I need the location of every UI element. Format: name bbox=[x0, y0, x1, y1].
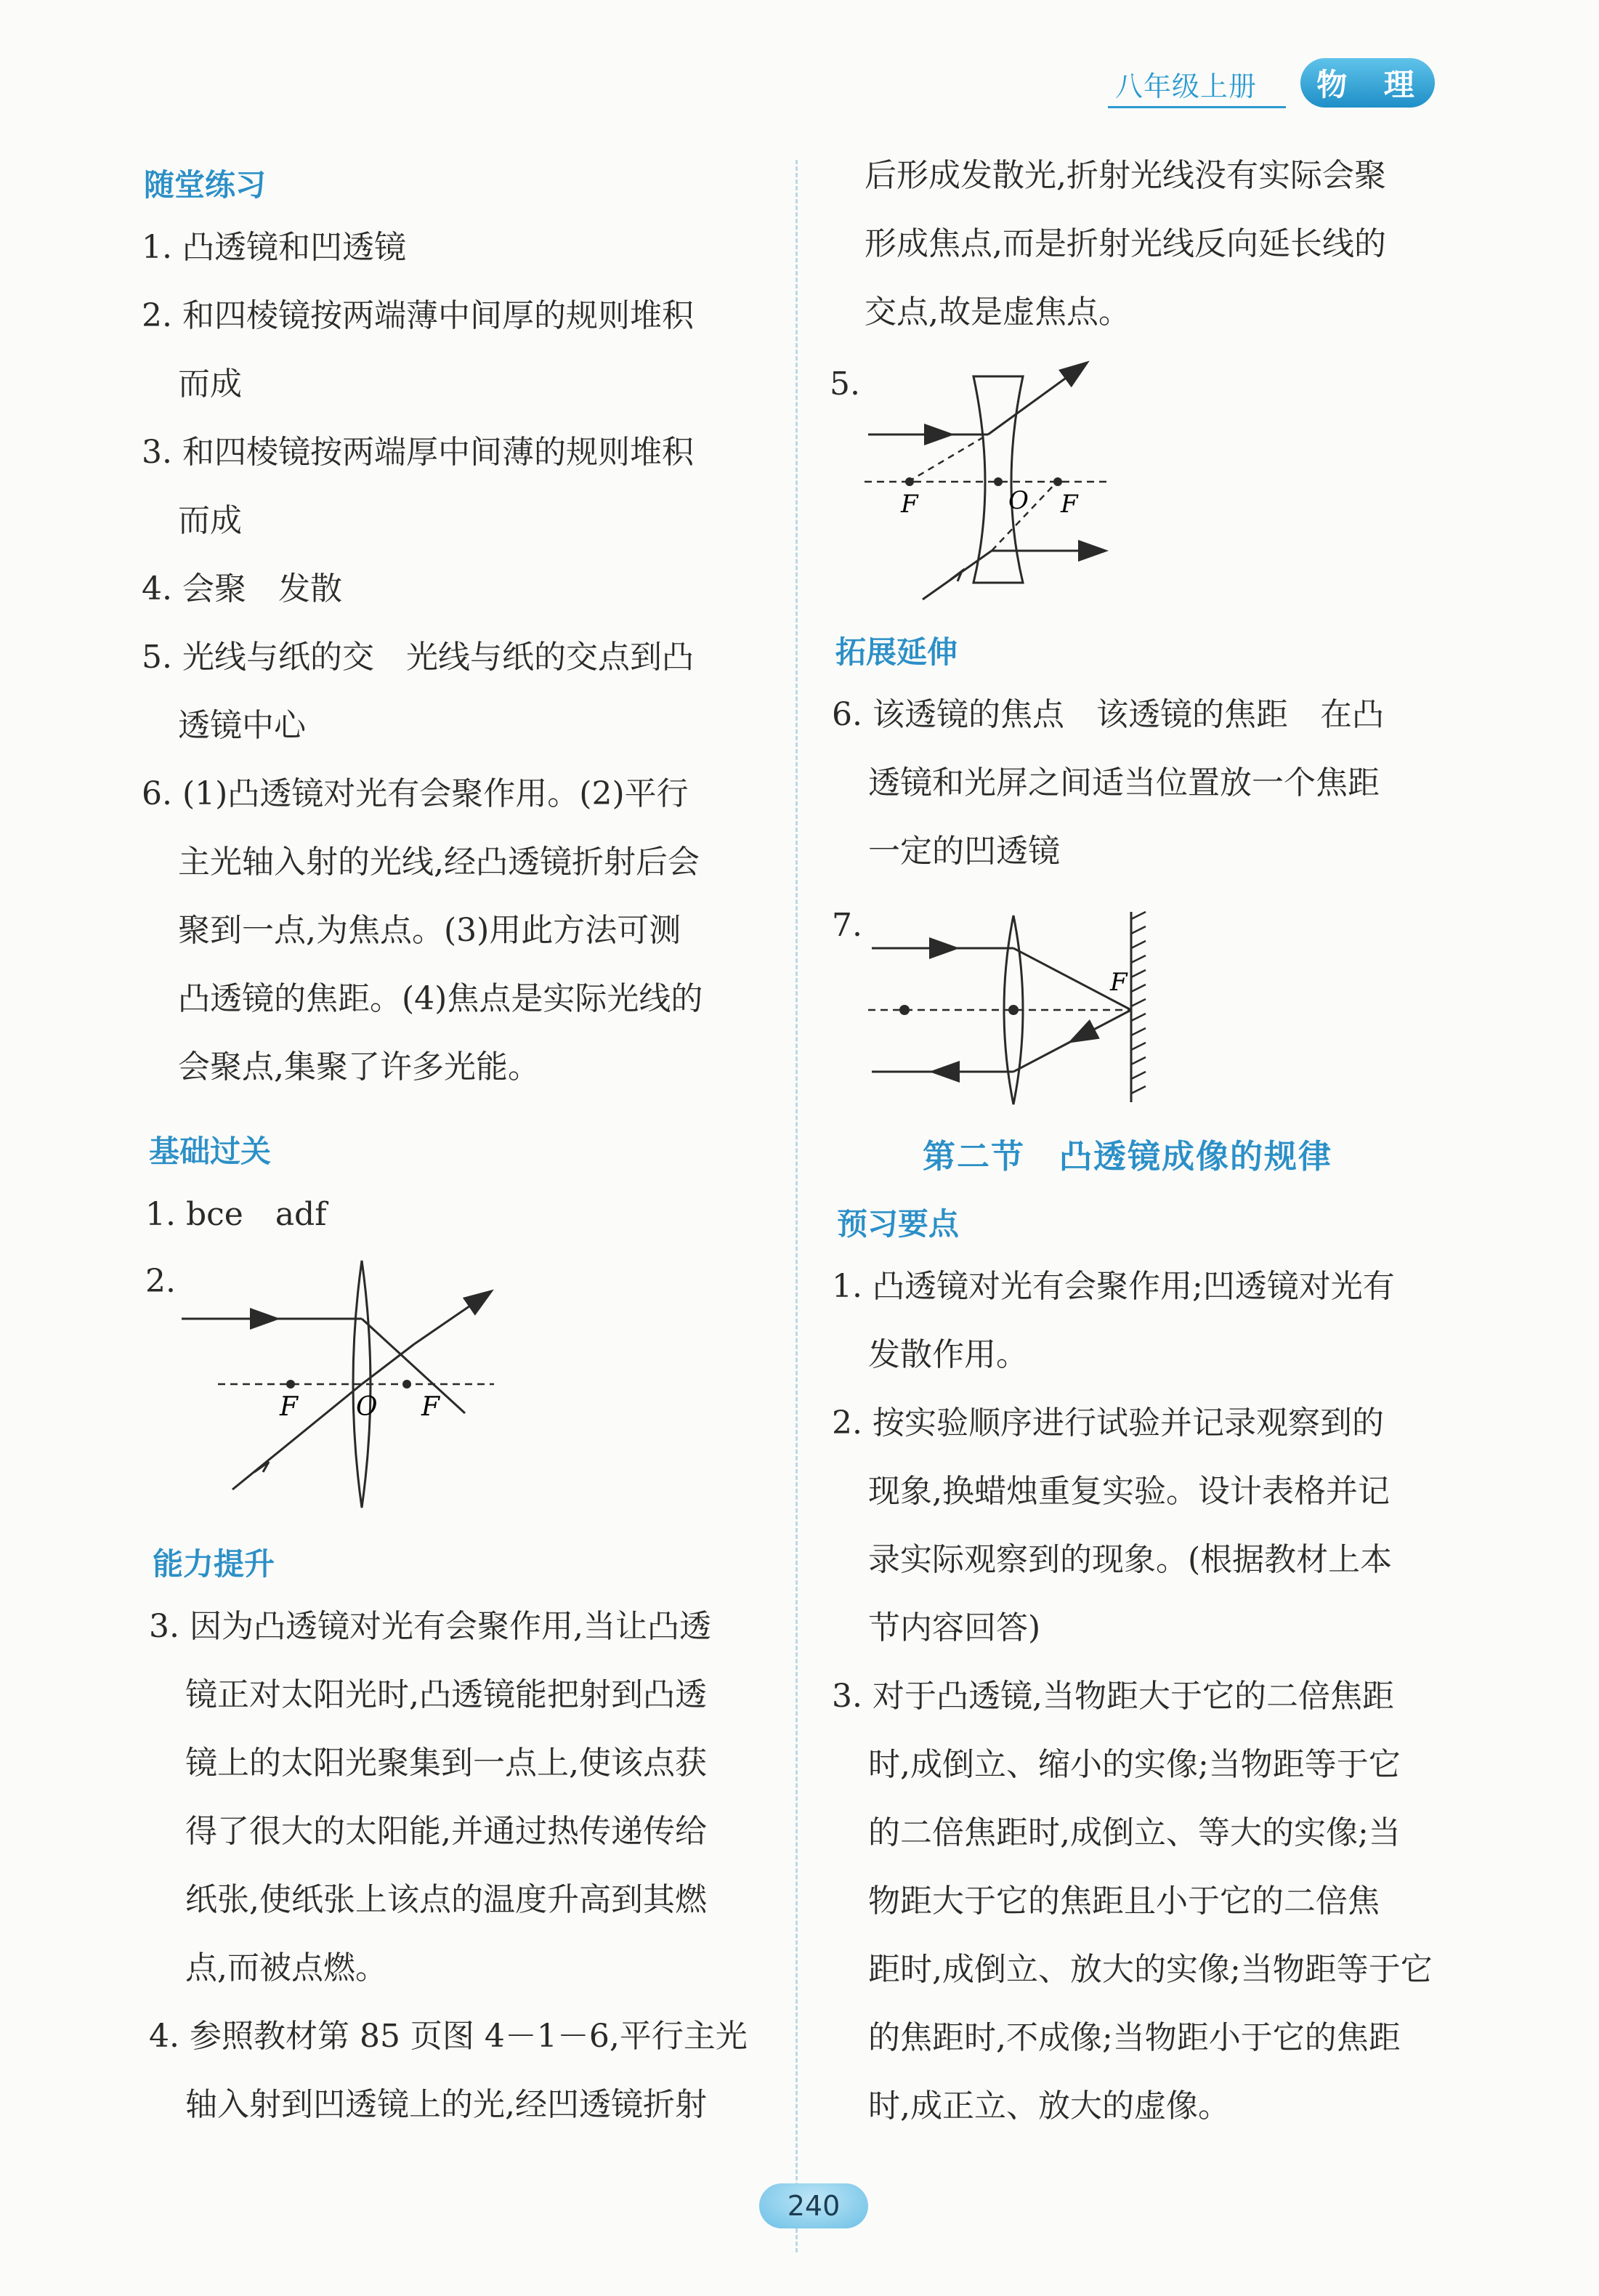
focus-label: F bbox=[1110, 968, 1128, 997]
answer-line: 交点,故是虚焦点。 bbox=[865, 294, 1130, 331]
heading-extension: 拓展延伸 bbox=[835, 634, 958, 670]
optical-center-label: O bbox=[1008, 486, 1029, 515]
answer-line: 1. 凸透镜对光有会聚作用;凹透镜对光有 bbox=[832, 1268, 1395, 1305]
answer-line: 7. bbox=[832, 907, 862, 944]
grade-label: 八年级上册 bbox=[1115, 70, 1258, 102]
focus-label: F bbox=[1061, 490, 1078, 519]
optical-center bbox=[1008, 1005, 1019, 1015]
convex-lens-diagram bbox=[174, 1257, 509, 1519]
answer-line: 节内容回答) bbox=[868, 1609, 1041, 1646]
answer-line: 主光轴入射的光线,经凸透镜折射后会 bbox=[178, 844, 700, 881]
focus-label: F bbox=[901, 490, 918, 519]
concave-lens-diagram bbox=[865, 363, 1133, 610]
answer-line: 距时,成倒立、放大的实像;当物距等于它 bbox=[868, 1951, 1433, 1988]
focal-point bbox=[905, 477, 914, 486]
answer-line: 现象,换蜡烛重复实验。设计表格并记 bbox=[868, 1473, 1390, 1510]
answer-line: 3. 因为凸透镜对光有会聚作用,当让凸透 bbox=[149, 1608, 711, 1645]
focus-label: F bbox=[421, 1392, 440, 1422]
answer-line: 形成焦点,而是折射光线反向延长线的 bbox=[865, 225, 1386, 262]
point-marker bbox=[899, 1005, 910, 1015]
heading-practice: 随堂练习 bbox=[144, 167, 267, 203]
focal-point bbox=[286, 1380, 295, 1388]
answer-line: 一定的凹透镜 bbox=[868, 833, 1060, 870]
focus-label: F bbox=[280, 1392, 298, 1422]
answer-line: 时,成倒立、缩小的实像;当物距等于它 bbox=[868, 1746, 1401, 1783]
answer-line: 凸透镜的焦距。(4)焦点是实际光线的 bbox=[178, 980, 703, 1017]
answer-line: 会聚点,集聚了许多光能。 bbox=[178, 1048, 540, 1086]
answer-line: 5. bbox=[830, 365, 860, 403]
answer-line: 轴入射到凹透镜上的光,经凹透镜折射 bbox=[185, 2086, 707, 2123]
answer-line: 3. 对于凸透镜,当物距大于它的二倍焦距 bbox=[832, 1678, 1394, 1715]
answer-line: 6. (1)凸透镜对光有会聚作用。(2)平行 bbox=[142, 775, 689, 812]
answer-line: 1. 凸透镜和凹透镜 bbox=[142, 229, 406, 266]
answer-line: 而成 bbox=[178, 502, 242, 539]
answer-line: 2. bbox=[145, 1263, 176, 1300]
section-title: 第二节 凸透镜成像的规律 bbox=[923, 1137, 1333, 1176]
refracted-ray bbox=[988, 363, 1086, 434]
answer-line: 物距大于它的焦距且小于它的二倍焦 bbox=[868, 1883, 1380, 1920]
answer-line: 点,而被点燃。 bbox=[185, 1949, 387, 1986]
answer-line: 的焦距时,不成像;当物距小于它的焦距 bbox=[868, 2019, 1401, 2056]
answer-line: 后形成发散光,折射光线没有实际会聚 bbox=[865, 157, 1386, 194]
answer-line: 镜正对太阳光时,凸透镜能把射到凸透 bbox=[185, 1676, 707, 1713]
answer-line: 纸张,使纸张上该点的温度升高到其燃 bbox=[185, 1881, 707, 1918]
heading-preview: 预习要点 bbox=[837, 1206, 960, 1242]
answer-line: 2. 和四棱镜按两端薄中间厚的规则堆积 bbox=[142, 297, 694, 334]
subject-badge: 物 理 bbox=[1300, 58, 1435, 108]
answer-line: 2. 按实验顺序进行试验并记录观察到的 bbox=[832, 1404, 1384, 1442]
heading-ability: 能力提升 bbox=[153, 1546, 275, 1582]
answer-line: 的二倍焦距时,成倒立、等大的实像;当 bbox=[868, 1814, 1401, 1851]
column-divider bbox=[796, 160, 798, 2252]
answer-line: 透镜和光屏之间适当位置放一个焦距 bbox=[868, 764, 1380, 801]
focal-point bbox=[402, 1380, 411, 1388]
optical-center-label: O bbox=[356, 1392, 378, 1422]
answer-line: 4. 会聚 发散 bbox=[142, 570, 342, 607]
page-number: 240 bbox=[759, 2183, 868, 2228]
answer-line: 而成 bbox=[178, 365, 242, 403]
answer-line: 5. 光线与纸的交 光线与纸的交点到凸 bbox=[142, 639, 694, 676]
lens-screen-diagram bbox=[868, 912, 1159, 1108]
answer-line: 发散作用。 bbox=[868, 1336, 1028, 1373]
answer-line: 时,成正立、放大的虚像。 bbox=[868, 2087, 1230, 2125]
header-underline bbox=[1108, 106, 1286, 108]
answer-line: 镜上的太阳光聚集到一点上,使该点获 bbox=[185, 1745, 707, 1782]
answer-line: 3. 和四棱镜按两端厚中间薄的规则堆积 bbox=[142, 434, 694, 471]
answer-line: 透镜中心 bbox=[178, 707, 306, 744]
extension-line bbox=[908, 434, 988, 482]
heading-basics: 基础过关 bbox=[149, 1133, 272, 1169]
answer-line: 1. bce adf bbox=[145, 1196, 327, 1233]
answer-line: 录实际观察到的现象。(根据教材上本 bbox=[868, 1541, 1393, 1578]
reflected-ray bbox=[1072, 1010, 1131, 1041]
focal-point bbox=[1053, 477, 1062, 486]
answer-line: 4. 参照教材第 85 页图 4－1－6,平行主光 bbox=[149, 2018, 748, 2055]
answer-line: 聚到一点,为焦点。(3)用此方法可测 bbox=[178, 912, 681, 949]
answer-line: 得了很大的太阳能,并通过热传递传给 bbox=[185, 1813, 707, 1850]
answer-line: 6. 该透镜的焦点 该透镜的焦距 在凸 bbox=[832, 696, 1384, 733]
optical-center bbox=[994, 477, 1003, 486]
